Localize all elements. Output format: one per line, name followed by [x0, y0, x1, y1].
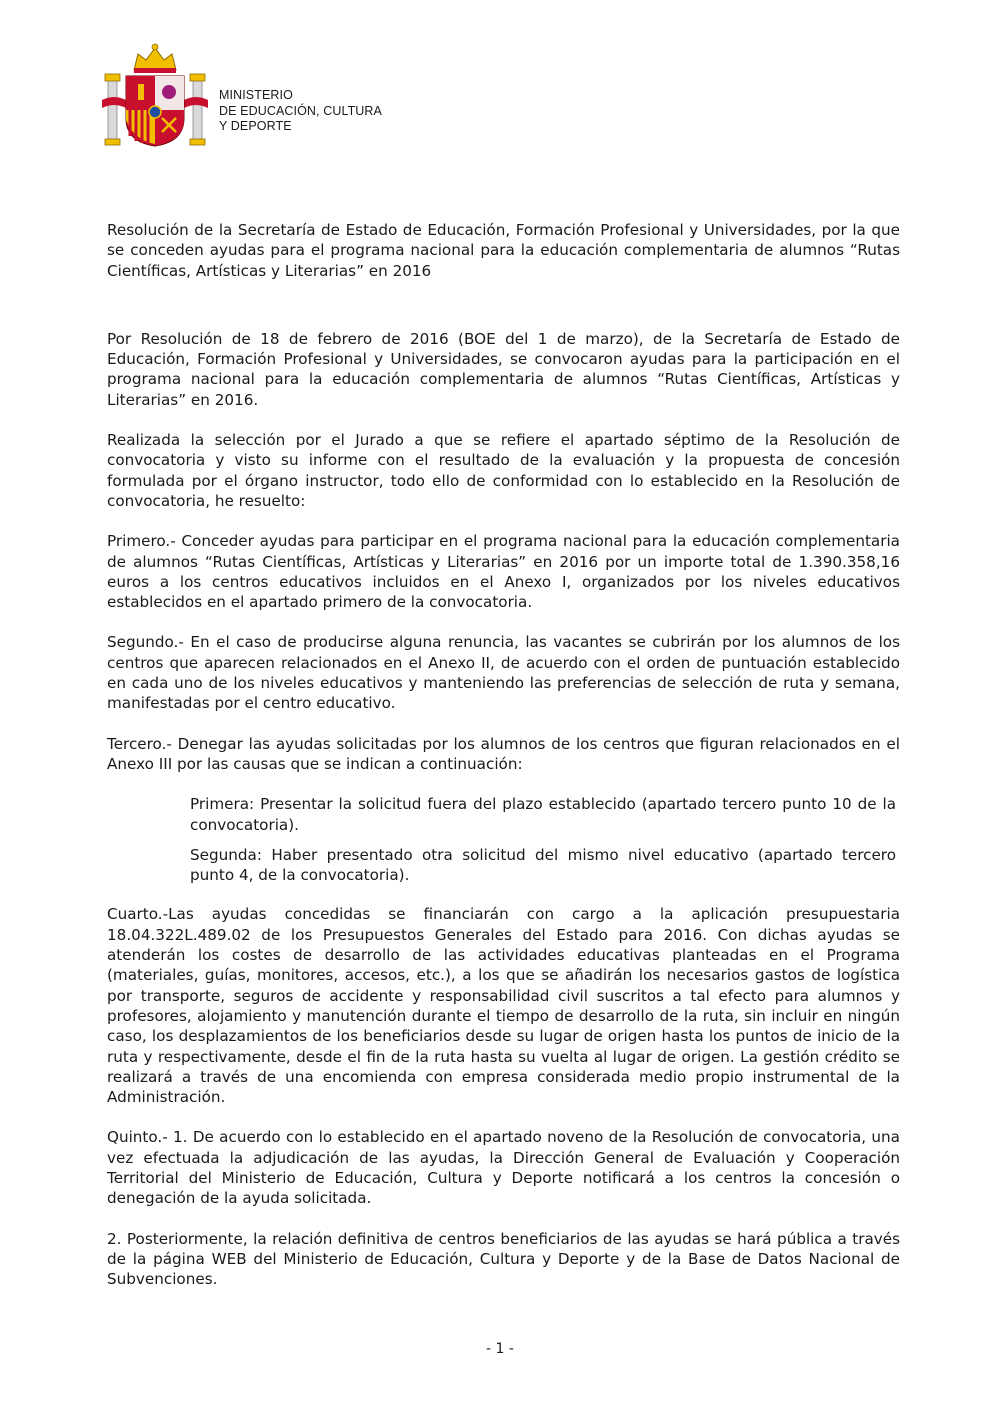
- page-number: - 1 -: [486, 1341, 514, 1357]
- cause-primera: Primera: Presentar la solicitud fuera del plazo establecido (apartado tercero punto 10 de la convocatoria).: [190, 795, 896, 834]
- paragraph-tercero: Tercero.- Denegar las ayudas solicitadas por los alumnos de los centros que figuran relacionados en el Anexo III por las causas que se indican a continuación:: [107, 734, 900, 773]
- document-title: Resolución de la Secretaría de Estado de Educación, Formación Profesional y Universidades, por la que se conceden ayudas para el programa nacional para la educación complementaria de alumnos “Rutas Científicas, Artísticas y Literarias” en 2016: [107, 221, 900, 280]
- document-body: [107, 220, 900, 1309]
- paragraph-quinto: Quinto.- 1. De acuerdo con lo establecido en el apartado noveno de la Resolución de convocatoria, una vez efectuada la adjudicación de las ayudas, la Dirección General de Evaluación y Cooperación Territorial del Ministerio de Educación, Cultura y Deporte notificará a los centros la concesión o denegación de la ayuda solicitada.: [107, 1128, 900, 1208]
- paragraph-selection: Realizada la selección por el Jurado a que se refiere el apartado séptimo de la Resolución de convocatoria y visto su informe con el resultado de la evaluación y la propuesta de concesión formulada por el órgano instructor, todo ello de conformidad con lo establecido en la Resolución de convocatoria, he resuelto:: [107, 431, 900, 510]
- ministry-line: Y DEPORTE: [219, 119, 292, 133]
- paragraph-segundo: Segundo.- En el caso de producirse alguna renuncia, las vacantes se cubrirán por los alumnos de los centros que aparecen relacionados en el Anexo II, de acuerdo con el orden de puntuación establecido en cada uno de los niveles educativos y manteniendo las preferencias de selección de ruta y semana, manifestadas por el centro educativo.: [107, 633, 900, 713]
- ministry-line: MINISTERIO: [219, 88, 293, 102]
- paragraph-quinto-2: 2. Posteriormente, la relación definitiva de centros beneficiarios de las ayudas se hará pública a través de la página WEB del Ministerio de Educación, Cultura y Deporte y de la Base de Datos Nacional de Subvenciones.: [107, 1229, 900, 1289]
- ministry-line: DE EDUCACIÓN, CULTURA: [219, 103, 382, 118]
- ministry-name: [219, 88, 382, 135]
- spanish-coat-of-arms-icon: [100, 40, 210, 150]
- paragraph-primero: Primero.- Conceder ayudas para participar en el programa nacional para la educación complementaria de alumnos “Rutas Científicas, Artísticas y Literarias” en 2016 por un importe total de 1.390.358,16 euros a los centros educativos incluidos en el Anexo I, organizados por los niveles educativos establecidos en el apartado primero de la convocatoria.: [107, 532, 900, 612]
- cause-segunda: Segunda: Haber presentado otra solicitud del mismo nivel educativo (apartado tercero punto 4, de la convocatoria).: [190, 845, 896, 885]
- paragraph-cuarto: Cuarto.-Las ayudas concedidas se financiarán con cargo a la aplicación presupuestaria 18.04.322L.489.02 de los Presupuestos Generales del Estado para 2016. Con dichas ayudas se atenderán los costes de desarrollo de las actividades educativas planteadas en el Programa (materiales, guías, monitores, accesos, etc.), a los que se añadirán los necesarios gastos de logística por transporte, seguros de accidente y responsabilidad civil suscritos a tal efecto para alumnos y profesores, alojamiento y manutención durante el tiempo de desarrollo de la ruta, sin incluir en ningún caso, los desplazamientos de los beneficiarios desde su lugar de origen hasta los puntos de inicio de la ruta y respectivamente, desde el fin de la ruta hasta su vuelta al lugar de origen. La gestión crédito se realizará a través de una encomienda con empresa considerada medio propio instrumental de la Administración.: [107, 905, 900, 1107]
- paragraph-intro: Por Resolución de 18 de febrero de 2016 (BOE del 1 de marzo), de la Secretaría de Estado de Educación, Formación Profesional y Universidades, se convocaron ayudas para la participación en el programa nacional para la educación complementaria de alumnos “Rutas Científicas, Artísticas y Literarias” en 2016.: [107, 329, 900, 409]
